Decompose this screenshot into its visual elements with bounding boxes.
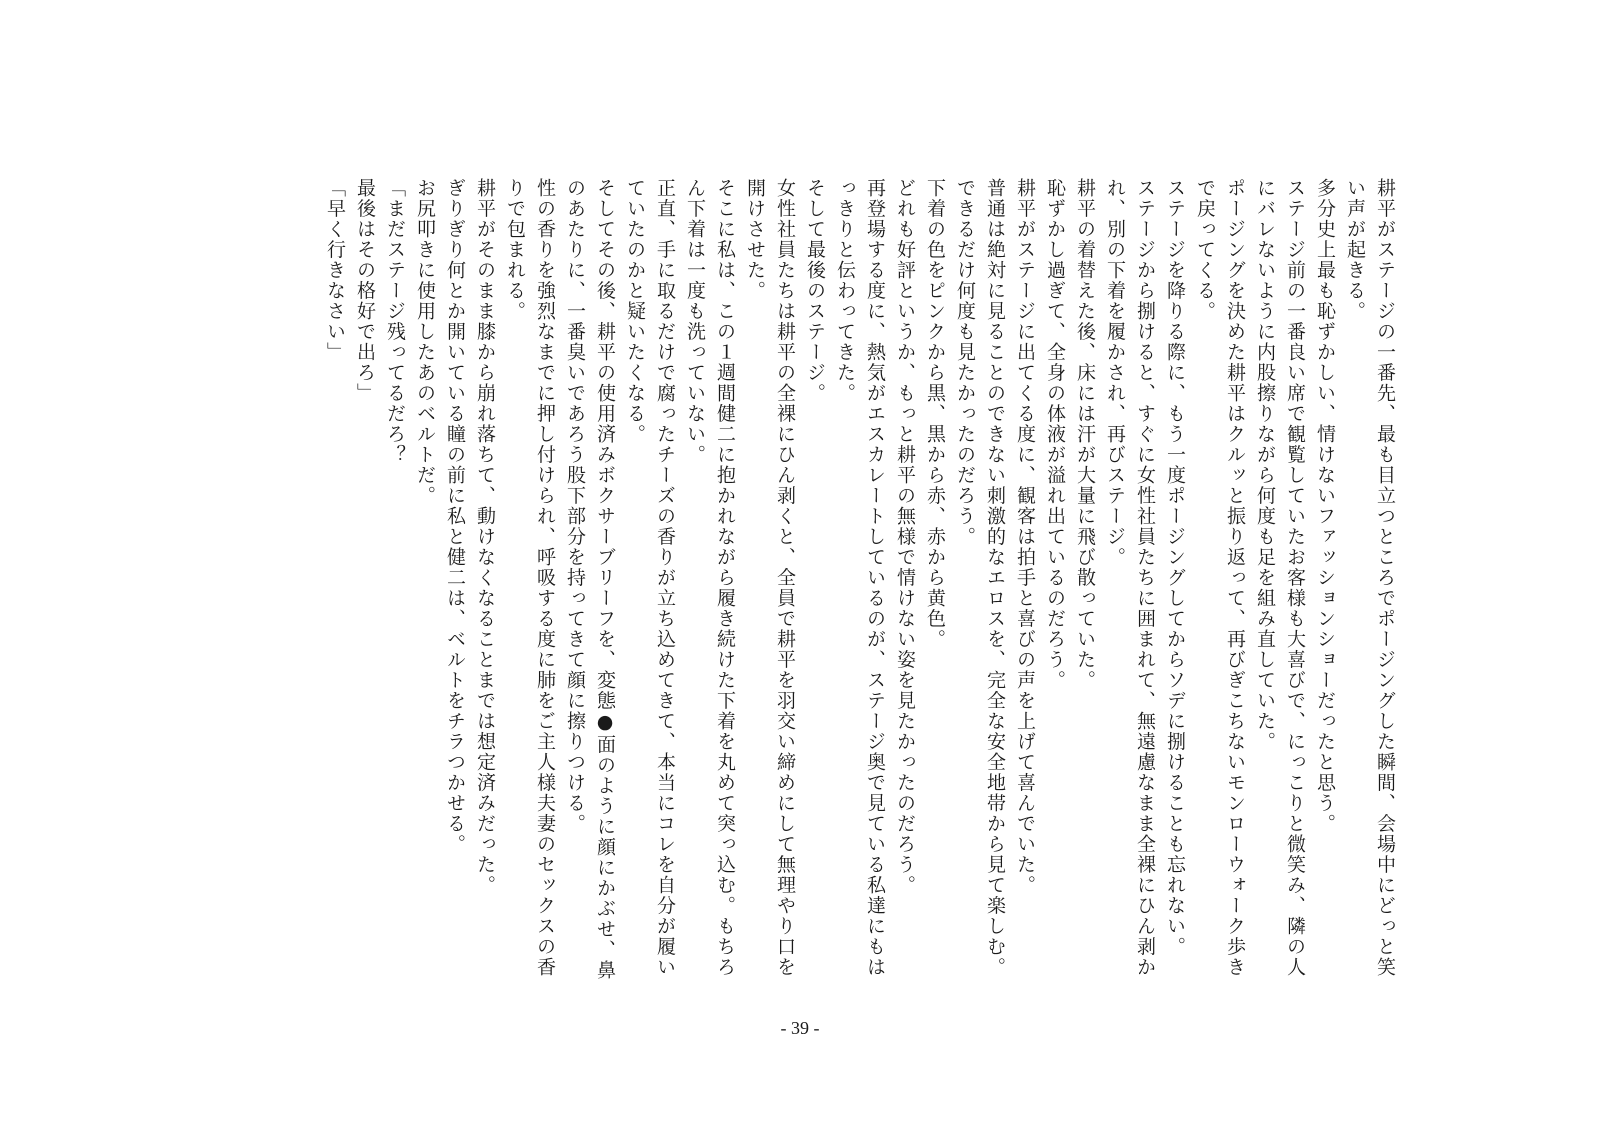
paragraph: 耕平がステージに出てくる度に、観客は拍手と喜びの声を上げて喜んでいた。 [1014,178,1036,896]
paragraph: そしてその後、耕平の使用済みボクサーブリーフを、変態●面のように顔にかぶせ、鼻のあたりに、一番臭いであろう股下部分を持ってきて顔に擦りつける。 [564,178,616,981]
paragraph: ぎりぎり何とか開いている瞳の前に私と健二は、ベルトをチラつかせる。 [444,178,466,855]
paragraph: 多分史上最も恥ずかしい、情けないファッションショーだったと思う。 [1314,178,1336,834]
paragraph: できるだけ何度も見たかったのだろう。 [954,178,976,547]
paragraph: そして最後のステージ。 [804,178,826,404]
paragraph: 耕平がステージの一番先、最も目立つところでポージングした瞬間、会場中にどっと笑い声が起きる。 [1344,178,1396,978]
paragraph: どれも好評というか、もっと耕平の無様で情けない姿を見たかったのだろう。 [894,178,916,896]
paragraph: 耕平の着替えた後、床には汗が大量に飛び散っていた。 [1074,178,1096,691]
paragraph: ステージから捌けると、すぐに女性社員たちに囲まれて、無遠慮なまま全裸にひん剥かれ、別の下着を履かされ、再びステージ。 [1104,178,1156,978]
paragraph: 恥ずかし過ぎて、全身の体液が溢れ出ているのだろう。 [1044,178,1066,691]
page-number: - 39 - [780,1018,820,1038]
paragraph: 女性社員たちは耕平の全裸にひん剥くと、全員で耕平を羽交い締めにして無理やり口を開けさせた。 [744,178,796,978]
paragraph: 正直、手に取るだけで腐ったチーズの香りが立ち込めてきて、本当にコレを自分が履いていたのかと疑いたくなる。 [624,178,676,978]
paragraph: 下着の色をピンクから黒、黒から赤、赤から黄色。 [924,178,946,650]
paragraph: 耕平がそのまま膝から崩れ落ちて、動けなくなることまでは想定済みだった。 [474,178,496,896]
dialogue-line: 「早く行きなさい」 [324,178,346,363]
paragraph: 再登場する度に、熱気がエスカレートしているのが、ステージ奥で見ている私達にもはっきりと伝わってきた。 [834,178,886,978]
paragraph: そこに私は、この１週間健二に抱かれながら履き続けた下着を丸めて突っ込む。もちろん下着は一度も洗っていない。 [684,178,736,978]
dialogue-line: 最後はその格好で出ろ」 [354,178,376,404]
vertical-text-body [170,178,1400,993]
paragraph: お尻叩きに使用したあのベルトだ。 [414,178,436,506]
paragraph: 性の香りを強烈なまでに押し付けられ、呼吸する度に肺をご主人様夫妻のセックスの香りで包まれる。 [504,178,556,978]
paragraph: ステージ前の一番良い席で観覧していたお客様も大喜びで、にっこりと微笑み、隣の人にバレないように内股擦りながら何度も足を組み直していた。 [1254,178,1306,978]
paragraph: 普通は絶対に見ることのできない刺激的なエロスを、完全な安全地帯から見て楽しむ。 [984,178,1006,978]
paragraph: ポージングを決めた耕平はクルッと振り返って、再びぎこちないモンローウォーク歩きで戻ってくる。 [1194,178,1246,978]
paragraph: ステージを降りる際に、もう一度ポージングしてからソデに捌けることも忘れない。 [1164,178,1186,957]
dialogue-line: 「まだステージ残ってるだろ？ [384,178,406,465]
